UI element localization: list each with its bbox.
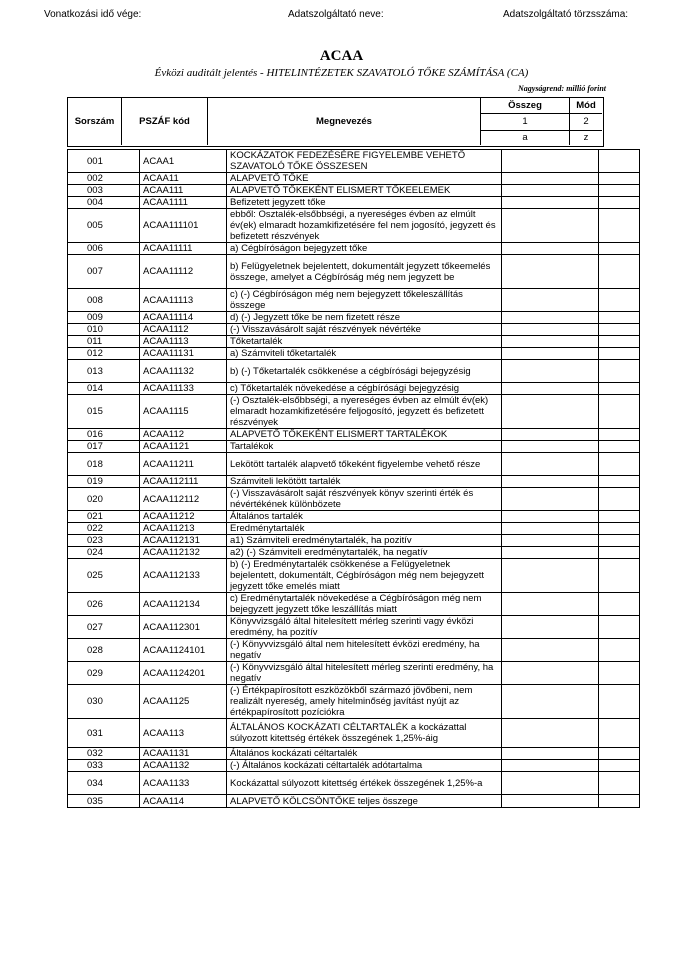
- mode-cell[interactable]: [599, 243, 640, 255]
- amount-cell[interactable]: [502, 197, 599, 209]
- amount-cell[interactable]: [502, 795, 599, 808]
- form-title: ACAA: [319, 48, 364, 64]
- table-row: [68, 511, 640, 523]
- row-number: 022: [68, 523, 140, 535]
- row-code: ACAA112: [140, 429, 227, 441]
- data-table: [67, 149, 640, 808]
- row-code: ACAA1115: [140, 395, 227, 429]
- amount-cell[interactable]: [502, 173, 599, 185]
- row-description: ALAPVETŐ TŐKEKÉNT ELISMERT TARTALÉKOK: [227, 429, 502, 441]
- row-number: 020: [68, 488, 140, 511]
- row-code: ACAA1131: [140, 748, 227, 760]
- row-number: 008: [68, 289, 140, 312]
- mode-cell[interactable]: [599, 593, 640, 616]
- row-code: ACAA1132: [140, 760, 227, 772]
- row-description: ALAPVETŐ KÖLCSÖNTŐKE teljes összege: [227, 795, 502, 808]
- mode-cell[interactable]: [599, 662, 640, 685]
- row-number: 029: [68, 662, 140, 685]
- row-number: 035: [68, 795, 140, 808]
- row-number: 025: [68, 559, 140, 593]
- mode-cell[interactable]: [599, 453, 640, 476]
- row-number: 030: [68, 685, 140, 719]
- mode-cell[interactable]: [599, 639, 640, 662]
- table-row: [68, 748, 640, 760]
- mode-cell[interactable]: [599, 312, 640, 324]
- form-subtitle: Évközi auditált jelentés - HITELINTÉZETEK SZAVATOLÓ TŐKE SZÁMÍTÁSA (CA): [154, 67, 529, 79]
- row-description: Könyvvizsgáló által hitelesített mérleg szerinti vagy évközi eredmény, ha pozitív: [227, 616, 502, 639]
- row-number: 018: [68, 453, 140, 476]
- row-code: ACAA11213: [140, 523, 227, 535]
- header-divider: [481, 113, 602, 114]
- row-description: b) Felügyeletnek bejelentett, dokumentált jegyzett tőkeemelés összege, amelyet a Cégbíróság még nem jegyzett be: [227, 255, 502, 289]
- row-code: ACAA112131: [140, 535, 227, 547]
- table-header: [67, 97, 604, 147]
- row-description: Kockázattal súlyozott kitettség értékek összegének 1,25%-a: [227, 772, 502, 795]
- row-code: ACAA1133: [140, 772, 227, 795]
- mode-cell[interactable]: [599, 772, 640, 795]
- col-pszaf-kod: PSZÁF kód: [122, 98, 208, 145]
- amount-cell[interactable]: [502, 511, 599, 523]
- table-row: [68, 523, 640, 535]
- table-row: [68, 383, 640, 395]
- row-number: 004: [68, 197, 140, 209]
- mode-cell[interactable]: [599, 255, 640, 289]
- row-code: ACAA1124201: [140, 662, 227, 685]
- row-number: 014: [68, 383, 140, 395]
- amount-cell[interactable]: [502, 488, 599, 511]
- row-number: 021: [68, 511, 140, 523]
- amount-cell[interactable]: [502, 616, 599, 639]
- row-code: ACAA1111: [140, 197, 227, 209]
- table-row: [68, 243, 640, 255]
- col-mod-number: 2: [583, 116, 589, 127]
- mode-cell[interactable]: [599, 185, 640, 197]
- row-code: ACAA1112: [140, 324, 227, 336]
- amount-cell[interactable]: [502, 255, 599, 289]
- col-osszeg-number: 1: [481, 113, 570, 130]
- row-code: ACAA1124101: [140, 639, 227, 662]
- row-code: ACAA112134: [140, 593, 227, 616]
- mode-cell[interactable]: [599, 559, 640, 593]
- row-code: ACAA11131: [140, 348, 227, 360]
- provider-name-label: Adatszolgáltató neve:: [288, 9, 384, 20]
- amount-cell[interactable]: [502, 185, 599, 197]
- mode-cell[interactable]: [599, 685, 640, 719]
- row-code: ACAA112133: [140, 559, 227, 593]
- table-row: [68, 185, 640, 197]
- row-description: a) Számviteli tőketartalék: [227, 348, 502, 360]
- table-row: [68, 685, 640, 719]
- row-description: Eredménytartalék: [227, 523, 502, 535]
- row-description: a2) (-) Számviteli eredménytartalék, ha negatív: [227, 547, 502, 559]
- row-description: a) Cégbíróságon bejegyzett tőke: [227, 243, 502, 255]
- row-description: ALAPVETŐ TŐKEKÉNT ELISMERT TŐKEELEMEK: [227, 185, 502, 197]
- row-number: 027: [68, 616, 140, 639]
- period-end-label: Vonatkozási idő vége:: [44, 9, 142, 20]
- row-number: 005: [68, 209, 140, 243]
- row-number: 019: [68, 476, 140, 488]
- table-row: [68, 476, 640, 488]
- amount-cell[interactable]: [502, 639, 599, 662]
- row-description: Általános tartalék: [227, 511, 502, 523]
- row-code: ACAA1: [140, 150, 227, 173]
- amount-cell[interactable]: [502, 360, 599, 383]
- row-description: c) (-) Cégbíróságon még nem bejegyzett tőkeleszállítás összege: [227, 289, 502, 312]
- row-code: ACAA112132: [140, 547, 227, 559]
- row-description: d) (-) Jegyzett tőke be nem fizetett része: [227, 312, 502, 324]
- amount-cell[interactable]: [502, 772, 599, 795]
- row-number: 026: [68, 593, 140, 616]
- row-description: b) (-) Eredménytartalék csökkenése a Felügyeletnek bejelentett, dokumentált, Cégbíróságon még nem bejegyzett jegyzett tőke emelés miatt: [227, 559, 502, 593]
- amount-cell[interactable]: [502, 453, 599, 476]
- mode-cell[interactable]: [599, 441, 640, 453]
- row-code: ACAA1121: [140, 441, 227, 453]
- table-row: [68, 535, 640, 547]
- row-number: 017: [68, 441, 140, 453]
- row-description: Tőketartalék: [227, 336, 502, 348]
- mode-cell[interactable]: [599, 760, 640, 772]
- mode-cell[interactable]: [599, 795, 640, 808]
- row-description: Általános kockázati céltartalék: [227, 748, 502, 760]
- row-number: 011: [68, 336, 140, 348]
- row-code: ACAA114: [140, 795, 227, 808]
- amount-cell[interactable]: [502, 441, 599, 453]
- row-code: ACAA1125: [140, 685, 227, 719]
- amount-cell[interactable]: [502, 324, 599, 336]
- row-code: ACAA11112: [140, 255, 227, 289]
- table-row: [68, 197, 640, 209]
- row-number: 010: [68, 324, 140, 336]
- amount-cell[interactable]: [502, 523, 599, 535]
- table-row: [68, 312, 640, 324]
- amount-cell[interactable]: [502, 336, 599, 348]
- row-description: (-) Könyvvizsgáló által nem hitelesített évközi eredmény, ha negatív: [227, 639, 502, 662]
- row-code: ACAA112112: [140, 488, 227, 511]
- row-number: 033: [68, 760, 140, 772]
- row-description: (-) Általános kockázati céltartalék adótartalma: [227, 760, 502, 772]
- col-megnevezes: Megnevezés: [208, 98, 481, 145]
- mode-cell[interactable]: [599, 547, 640, 559]
- mode-cell[interactable]: [599, 395, 640, 429]
- table-row: [68, 547, 640, 559]
- row-description: ALAPVETŐ TŐKE: [227, 173, 502, 185]
- amount-cell[interactable]: [502, 662, 599, 685]
- amount-cell[interactable]: [502, 593, 599, 616]
- amount-cell[interactable]: [502, 312, 599, 324]
- amount-cell[interactable]: [502, 476, 599, 488]
- col-osszeg: Összeg: [481, 98, 570, 113]
- table-row: [68, 324, 640, 336]
- mode-cell[interactable]: [599, 150, 640, 173]
- mode-cell[interactable]: [599, 429, 640, 441]
- row-description: ÁLTALÁNOS KOCKÁZATI CÉLTARTALÉK a kockázattal súlyozott kitettség értékek összegének 1,25%-áig: [227, 719, 502, 748]
- mode-cell[interactable]: [599, 289, 640, 312]
- row-number: 023: [68, 535, 140, 547]
- row-description: (-) Értékpapírosított eszközökből származó jövőbeni, nem realizált nyereség, amely hitelminőség javítást nyújt az értékpapírosított pozíciókra: [227, 685, 502, 719]
- table-row: [68, 795, 640, 808]
- row-code: ACAA11132: [140, 360, 227, 383]
- table-body: [68, 150, 640, 808]
- table-row: [68, 441, 640, 453]
- amount-cell[interactable]: [502, 289, 599, 312]
- row-description: (-) Visszavásárolt saját részvények könyv szerinti érték és névértékének különbözete: [227, 488, 502, 511]
- amount-cell[interactable]: [502, 209, 599, 243]
- row-code: ACAA11113: [140, 289, 227, 312]
- row-description: Számviteli lekötött tartalék: [227, 476, 502, 488]
- row-number: 006: [68, 243, 140, 255]
- row-code: ACAA111101: [140, 209, 227, 243]
- col-osszeg-letter: a: [481, 130, 570, 145]
- unit-note: Nagyságrend: millió forint: [517, 84, 606, 93]
- amount-cell[interactable]: [502, 150, 599, 173]
- row-number: 012: [68, 348, 140, 360]
- mode-cell[interactable]: [599, 488, 640, 511]
- row-description: a1) Számviteli eredménytartalék, ha pozitív: [227, 535, 502, 547]
- row-description: (-) Könyvvizsgáló által hitelesített mérleg szerinti eredmény, ha negatív: [227, 662, 502, 685]
- row-number: 003: [68, 185, 140, 197]
- row-number: 031: [68, 719, 140, 748]
- row-code: ACAA11111: [140, 243, 227, 255]
- row-code: ACAA11212: [140, 511, 227, 523]
- amount-cell[interactable]: [502, 348, 599, 360]
- row-code: ACAA11: [140, 173, 227, 185]
- amount-cell[interactable]: [502, 535, 599, 547]
- mode-cell[interactable]: [599, 197, 640, 209]
- row-code: ACAA112301: [140, 616, 227, 639]
- amount-cell[interactable]: [502, 559, 599, 593]
- provider-id-label: Adatszolgáltató törzsszáma:: [503, 9, 629, 20]
- row-description: c) Eredménytartalék növekedése a Cégbíróságon még nem bejegyzett jegyzett tőke leszállítás miatt: [227, 593, 502, 616]
- row-description: c) Tőketartalék növekedése a cégbírósági bejegyzésig: [227, 383, 502, 395]
- mode-cell[interactable]: [599, 324, 640, 336]
- row-number: 032: [68, 748, 140, 760]
- table-row: [68, 719, 640, 748]
- amount-cell[interactable]: [502, 383, 599, 395]
- row-number: 024: [68, 547, 140, 559]
- row-number: 002: [68, 173, 140, 185]
- mode-cell[interactable]: [599, 719, 640, 748]
- row-code: ACAA11114: [140, 312, 227, 324]
- row-number: 034: [68, 772, 140, 795]
- mode-cell[interactable]: [599, 535, 640, 547]
- mode-cell[interactable]: [599, 348, 640, 360]
- mode-cell[interactable]: [599, 360, 640, 383]
- amount-cell[interactable]: [502, 719, 599, 748]
- table-row: [68, 488, 640, 511]
- mode-cell[interactable]: [599, 523, 640, 535]
- row-code: ACAA11211: [140, 453, 227, 476]
- table-row: [68, 639, 640, 662]
- row-number: 015: [68, 395, 140, 429]
- table-row: [68, 760, 640, 772]
- table-row: [68, 453, 640, 476]
- row-number: 028: [68, 639, 140, 662]
- row-code: ACAA111: [140, 185, 227, 197]
- row-description: Befizetett jegyzett tőke: [227, 197, 502, 209]
- table-row: [68, 360, 640, 383]
- col-mod: Mód: [576, 100, 596, 111]
- row-description: ebből: Osztalék-elsőbbségi, a nyereséges évben az elmúlt év(ek) elmaradt hozamkifizetésére fel nem jogosító, jegyzett és befizetett részvények: [227, 209, 502, 243]
- row-description: KOCKÁZATOK FEDEZÉSÉRE FIGYELEMBE VEHETŐ SZAVATOLÓ TŐKE ÖSSZESEN: [227, 150, 502, 173]
- mode-cell[interactable]: [599, 383, 640, 395]
- table-row: [68, 559, 640, 593]
- row-number: 013: [68, 360, 140, 383]
- row-code: ACAA112111: [140, 476, 227, 488]
- amount-cell[interactable]: [502, 429, 599, 441]
- mode-cell[interactable]: [599, 616, 640, 639]
- row-number: 001: [68, 150, 140, 173]
- row-code: ACAA1113: [140, 336, 227, 348]
- mode-cell[interactable]: [599, 209, 640, 243]
- row-number: 007: [68, 255, 140, 289]
- amount-cell[interactable]: [502, 748, 599, 760]
- row-description: Tartalékok: [227, 441, 502, 453]
- col-mod-letter: z: [583, 132, 589, 143]
- mode-cell[interactable]: [599, 748, 640, 760]
- row-description: b) (-) Tőketartalék csökkenése a cégbírósági bejegyzésig: [227, 360, 502, 383]
- table-row: [68, 336, 640, 348]
- table-row: [68, 255, 640, 289]
- amount-cell[interactable]: [502, 395, 599, 429]
- row-code: ACAA113: [140, 719, 227, 748]
- table-row: [68, 150, 640, 173]
- table-row: [68, 616, 640, 639]
- amount-cell[interactable]: [502, 685, 599, 719]
- table-row: [68, 662, 640, 685]
- col-sorszam: Sorszám: [68, 98, 122, 145]
- mode-cell[interactable]: [599, 173, 640, 185]
- table-row: [68, 429, 640, 441]
- mode-cell[interactable]: [599, 476, 640, 488]
- header-divider: [481, 130, 602, 131]
- amount-cell[interactable]: [502, 547, 599, 559]
- amount-cell[interactable]: [502, 243, 599, 255]
- mode-cell[interactable]: [599, 336, 640, 348]
- table-row: [68, 593, 640, 616]
- row-description: Lekötött tartalék alapvető tőkeként figyelembe vehető része: [227, 453, 502, 476]
- row-code: ACAA11133: [140, 383, 227, 395]
- row-number: 009: [68, 312, 140, 324]
- table-row: [68, 348, 640, 360]
- table-row: [68, 395, 640, 429]
- table-row: [68, 209, 640, 243]
- table-row: [68, 173, 640, 185]
- row-description: (-) Visszavásárolt saját részvények névértéke: [227, 324, 502, 336]
- row-description: (-) Osztalék-elsőbbségi, a nyereséges évben az elmúlt év(ek) elmaradt hozamkifizetésére feljogosító, jegyzett és befizetett részvények: [227, 395, 502, 429]
- amount-cell[interactable]: [502, 760, 599, 772]
- row-number: 016: [68, 429, 140, 441]
- table-row: [68, 772, 640, 795]
- table-row: [68, 289, 640, 312]
- mode-cell[interactable]: [599, 511, 640, 523]
